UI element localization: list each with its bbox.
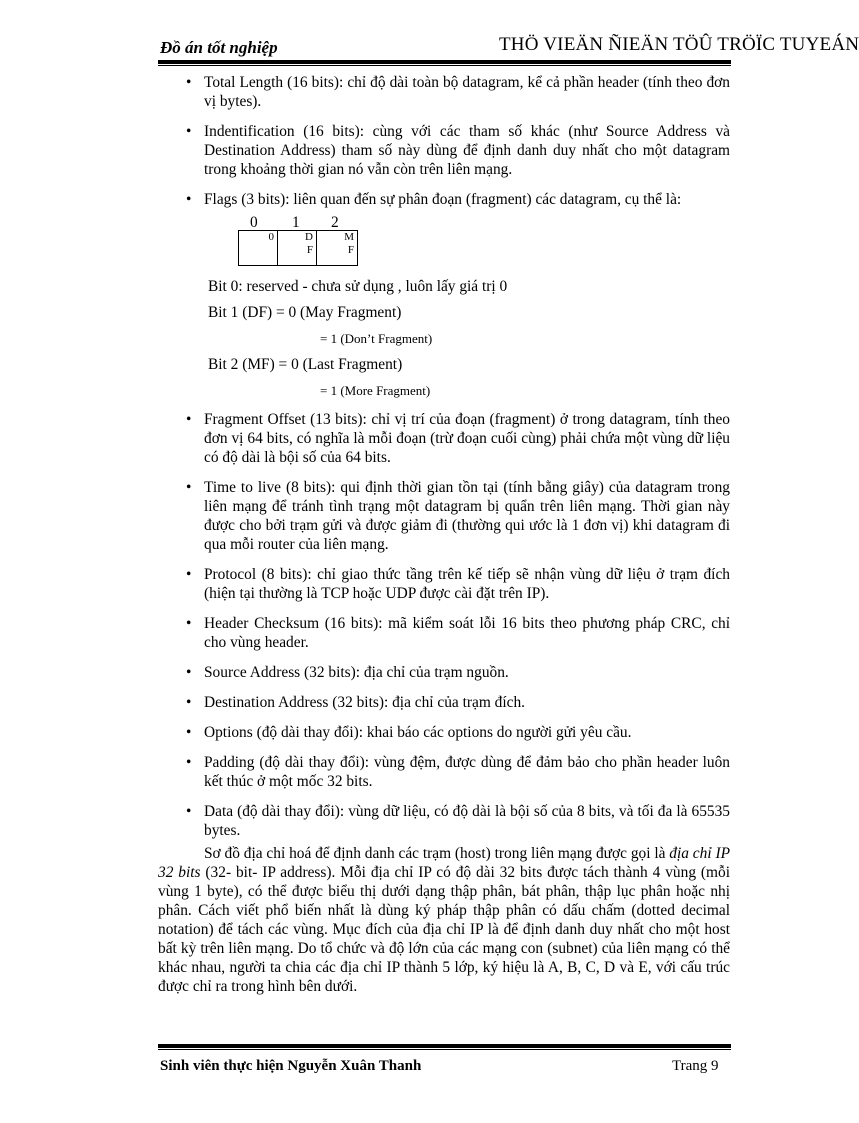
bullet-icon: • bbox=[186, 566, 192, 583]
bullet-icon: • bbox=[186, 123, 192, 140]
paragraph-text-start: Sơ đồ địa chỉ hoá để định danh các trạm (host) trong liên mạng được gọi là bbox=[204, 845, 670, 862]
list-item bbox=[158, 190, 730, 209]
list-item-text: Total Length (16 bits): chỉ độ dài toàn bộ datagram, kể cả phần header (tính theo đơn vị bytes). bbox=[204, 74, 730, 110]
bullet-list-top bbox=[158, 73, 730, 209]
footer-rule bbox=[158, 1044, 731, 1048]
list-item-text: Options (độ dài thay đổi): khai báo các options do người gửi yêu cầu. bbox=[204, 724, 632, 741]
footer-rule-thin bbox=[158, 1049, 731, 1050]
bullet-icon: • bbox=[186, 754, 192, 771]
list-item-text: Time to live (8 bits): qui định thời gian tồn tại (tính bằng giây) của datagram trong liên mạng để tránh tình trạng một datagram bị quẩn trên liên mạng. Thời gian này được cho bởi trạm gửi và được giảm đi (thường qui ước là 1 đơn vị) khi datagram đi qua mỗi router của liên mạng. bbox=[204, 479, 730, 553]
list-item bbox=[158, 565, 730, 603]
bullet-icon: • bbox=[186, 615, 192, 632]
bit2-line: Bit 2 (MF) = 0 (Last Fragment) bbox=[208, 356, 403, 373]
list-item bbox=[158, 614, 730, 652]
list-item bbox=[158, 802, 730, 840]
bullet-icon: • bbox=[186, 664, 192, 681]
bullet-icon: • bbox=[186, 74, 192, 91]
bit-number: 1 bbox=[292, 214, 300, 231]
flag-cell-line2: F bbox=[347, 244, 354, 256]
list-item bbox=[158, 723, 730, 742]
header-title: Đồ án tốt nghiệp bbox=[160, 38, 278, 57]
flag-cell bbox=[278, 231, 317, 265]
list-item bbox=[158, 478, 730, 554]
header-rule-thin bbox=[158, 65, 731, 66]
bullet-icon: • bbox=[186, 191, 192, 208]
ip-address-paragraph bbox=[158, 844, 730, 996]
bit1-alt-line: = 1 (Don’t Fragment) bbox=[320, 331, 433, 346]
flag-cell-line1: 0 bbox=[268, 231, 274, 243]
bullet-icon: • bbox=[186, 694, 192, 711]
bit2-alt-line: = 1 (More Fragment) bbox=[320, 383, 431, 398]
flag-cell-line1: M bbox=[344, 231, 354, 243]
bullet-icon: • bbox=[186, 803, 192, 820]
flag-bits-description bbox=[208, 274, 730, 404]
bit-number: 2 bbox=[331, 214, 339, 231]
flag-cell-line1: D bbox=[305, 231, 313, 243]
list-item-text: Indentification (16 bits): cùng với các tham số khác (như Source Address và Destination Address) tham số này dùng để định danh duy nhất cho một datagram trong khoảng thời gian nó vẫn còn trên liên mạng. bbox=[204, 123, 730, 178]
flags-diagram bbox=[158, 213, 730, 268]
flag-cell-line2: F bbox=[306, 244, 313, 256]
list-item bbox=[158, 753, 730, 791]
list-item bbox=[158, 73, 730, 111]
bullet-icon: • bbox=[186, 479, 192, 496]
list-item-text: Header Checksum (16 bits): mã kiểm soát lỗi 16 bits theo phương pháp CRC, chỉ cho vùng header. bbox=[204, 615, 730, 651]
bit-number: 0 bbox=[250, 214, 258, 231]
header-rule bbox=[158, 60, 731, 64]
flag-cell bbox=[317, 231, 357, 265]
list-item bbox=[158, 663, 730, 682]
list-item-text: Data (độ dài thay đổi): vùng dữ liệu, có độ dài là bội số của 8 bits, và tối đa là 65535 bytes. bbox=[204, 803, 730, 839]
bit0-line: Bit 0: reserved - chưa sử dụng , luôn lấy giá trị 0 bbox=[208, 278, 508, 295]
page-body bbox=[158, 73, 730, 996]
list-item-text: Protocol (8 bits): chỉ giao thức tầng trên kế tiếp sẽ nhận vùng dữ liệu ở trạm đích (hiện tại thường là TCP hoặc UDP được cài đặt trên IP). bbox=[204, 566, 730, 602]
list-item bbox=[158, 122, 730, 179]
bullet-icon: • bbox=[186, 411, 192, 428]
list-item-text: Destination Address (32 bits): địa chỉ của trạm đích. bbox=[204, 694, 525, 711]
header-library-name: THÖ VIEÄN ÑIEÄN TÖÛ TRÖÏC TUYEÁN bbox=[499, 34, 859, 55]
list-item-text: Padding (độ dài thay đổi): vùng đệm, được dùng để đảm bảo cho phần header luôn kết thúc ở một mốc 32 bits. bbox=[204, 754, 730, 790]
list-item-text: Flags (3 bits): liên quan đến sự phân đoạn (fragment) các datagram, cụ thể là: bbox=[204, 191, 682, 208]
bullet-list-bottom bbox=[158, 410, 730, 840]
bit1-line: Bit 1 (DF) = 0 (May Fragment) bbox=[208, 304, 402, 321]
footer-author: Sinh viên thực hiện Nguyễn Xuân Thanh bbox=[160, 1058, 422, 1074]
list-item-text: Fragment Offset (13 bits): chỉ vị trí của đoạn (fragment) ở trong datagram, tính theo đơn vị 64 bits, có nghĩa là mỗi đoạn (trừ đoạn cuối cùng) phải chứa một vùng dữ liệu có độ dài là bội số của 64 bits. bbox=[204, 411, 730, 466]
page-number: Trang 9 bbox=[672, 1058, 719, 1074]
paragraph-italic-term: địa chỉ IP 32 bits bbox=[158, 845, 730, 881]
bullet-icon: • bbox=[186, 724, 192, 741]
paragraph-text-rest: (32- bit- IP address). Mỗi địa chỉ IP có độ dài 32 bits được tách thành 4 vùng (mỗi vùng 1 byte), có thể được biểu thị dưới dạng thập phân, bát phân, thập lục phân hoặc nhị phân. Cách viết phổ biến nhất là dùng ký pháp thập phân có dấu chấm (dotted decimal notation) để tách các vùng. Mục đích của địa chỉ IP là để định danh duy nhất cho một host bất kỳ trên liên mạng. Do tổ chức và độ lớn của các mạng con (subnet) của liên mạng có thể khác nhau, người ta chia các địa chỉ IP thành 5 lớp, ký hiệu là A, B, C, D và E, với cấu trúc được chỉ ra trong hình bên dưới. bbox=[158, 864, 730, 995]
list-item-text: Source Address (32 bits): địa chỉ của trạm nguồn. bbox=[204, 664, 509, 681]
flag-cell bbox=[239, 231, 278, 265]
list-item bbox=[158, 693, 730, 712]
list-item bbox=[158, 410, 730, 467]
flags-table bbox=[238, 230, 358, 266]
